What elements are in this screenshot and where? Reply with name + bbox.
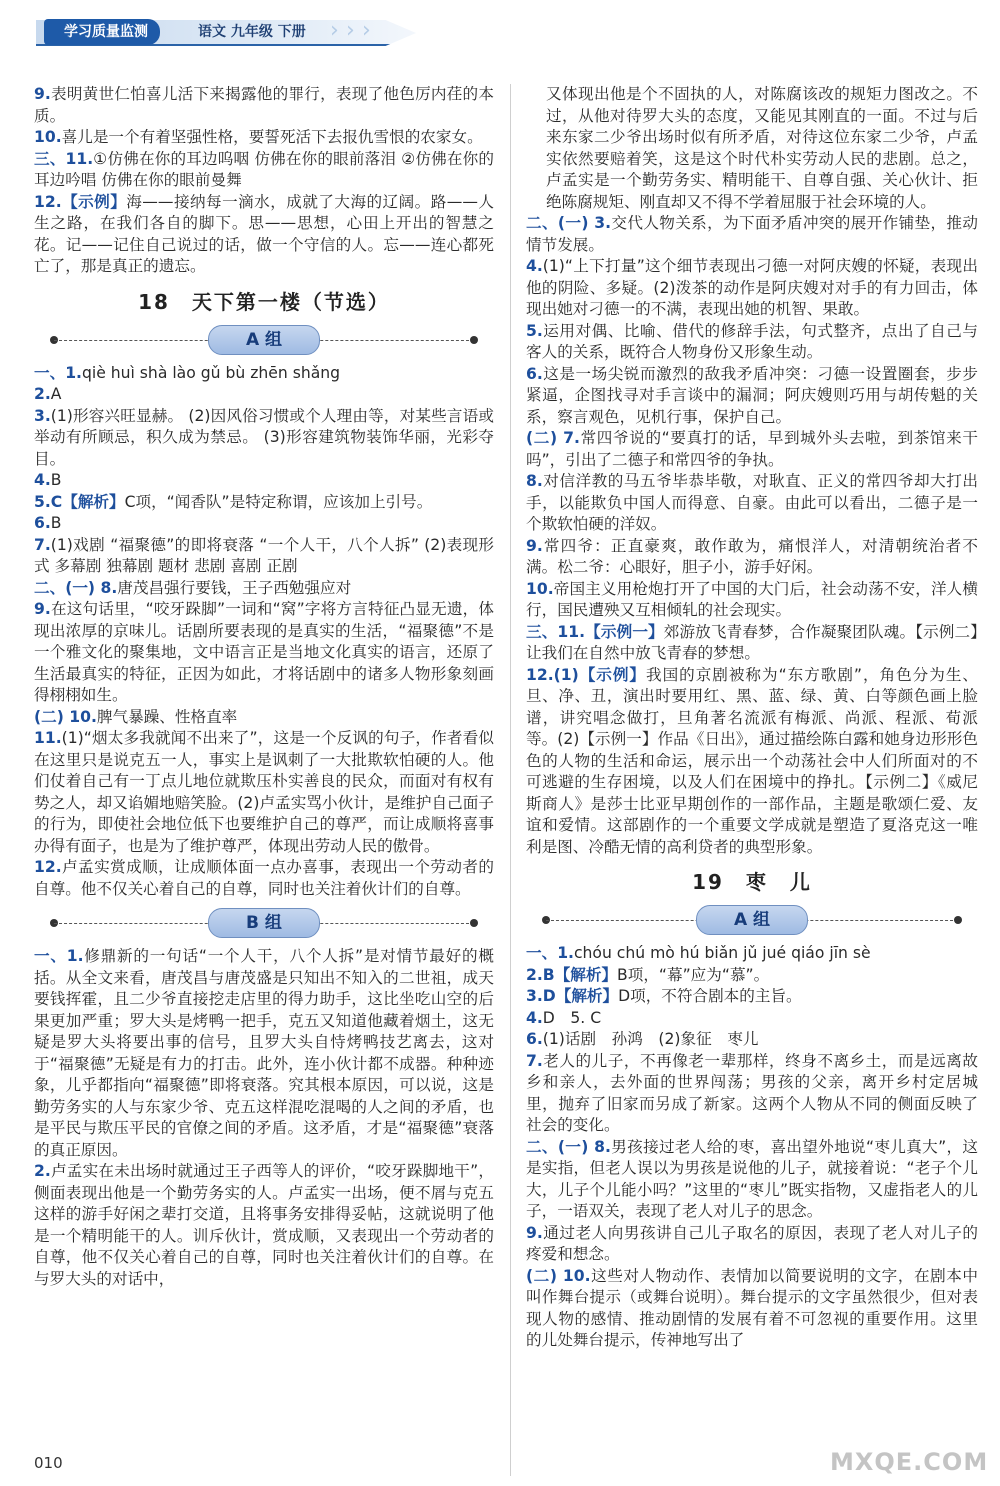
answer-number: 7.	[526, 1051, 543, 1070]
answer-text: 脾气暴躁、性格直率	[96, 707, 238, 726]
answer-number: 11.	[34, 729, 62, 747]
answer-number: 3.	[34, 406, 51, 425]
answer-text: (1)“烟太多我就闻不出来了”，这是一个反讽的句子，作者看似在这里只是说克五一人，事实上是讽刺了一大批欺软怕硬的人。他们仗着自己有一丁点儿地位就欺压朴实善良的民众，而面对有权有势之人，却又谄媚地赔笑脸。(2)卢孟实骂小伙计，是维护自己面子的行为，即使社会地位低下也要维护自己的尊严，而让成顺将喜事办得有面子，也是为了维护尊严，体现出劳动人民的傲骨。	[34, 729, 494, 855]
answer-item	[526, 364, 978, 429]
answer-text: 这是一场尖锐而激烈的敌我矛盾冲突：刁德一设置圈套，步步紧逼，企图找寻对手言谈中的漏洞；阿庆嫂则巧用与胡传魁的关系，察言观色，见机行事，保护自己。	[526, 364, 978, 426]
answer-text: 男孩接过老人给的枣，喜出望外地说“枣儿真大”，这是实指，但老人误以为男孩是说他的儿子，就接着说：“老子个儿大，儿子个儿能小吗？”这里的“枣儿”既实指物，又虚指老人的儿子，一语双关，表现了老人对儿子的思念。	[526, 1137, 978, 1220]
answer-number: 4.	[34, 471, 51, 489]
answer-item	[34, 707, 494, 729]
answer-item	[34, 599, 494, 707]
right-column	[526, 84, 978, 1352]
answer-text: chóu chú mò hú biǎn jǔ jué qiáo jīn sè	[573, 944, 871, 962]
answer-number: 三、11.	[34, 149, 94, 168]
answer-text: 交代人物关系，为下面矛盾冲突的展开作铺垫，推动情节发展。	[526, 214, 978, 254]
group-heading	[34, 319, 494, 359]
answer-text: 在这句话里，“咬牙跺脚”一词和“窝”字将方言特征凸显无遗，体现出浓厚的京味儿。话剧所要表现的是真实的生活，“福聚德”不是一个雅文化的聚集地，文中语言正是当地文化真实的语言，还原了生活最真实的特征，正因为如此，才将话剧中的诸多人物形象刻画得栩栩如生。	[34, 600, 494, 704]
answer-item	[526, 665, 978, 859]
answer-tag: 【示例】	[61, 192, 127, 211]
answer-number: 3.	[526, 987, 543, 1005]
answer-number: 5.	[526, 321, 543, 340]
answer-number: 2.	[526, 965, 543, 984]
lesson-title: 18 天下第一楼（节选）	[138, 289, 390, 314]
answer-number: 12.	[34, 858, 62, 876]
group-heading	[34, 902, 494, 942]
answer-tag: B【解析】	[542, 965, 618, 984]
answer-text: 这些对人物动作、表情加以简要说明的文字，在剧本中叫作舞台提示（或舞台说明）。舞台提示的文字虽然很少，但对表现人物的感情、推动剧情的发展有着不可忽视的重要作用。这里的儿处舞台提示，传神地写出了	[526, 1266, 978, 1349]
bullet-dot	[470, 336, 478, 344]
column-divider	[510, 84, 511, 1476]
answer-tag: 【示例一】	[585, 622, 664, 641]
answer-list-a	[34, 363, 494, 901]
answer-number: 6.	[34, 514, 51, 532]
answer-text: D项，不符合剧本的主旨。	[618, 987, 802, 1005]
answer-item	[526, 986, 978, 1008]
answer-text: 我国的京剧被称为“东方歌剧”，角色分为生、旦、净、丑，演出时要用红、黑、蓝、绿、黄、白等颜色画上脸谱，讲究唱念做打，旦角著名流派有梅派、尚派、程派、荀派等。(2)【示例一】作品《日出》，通过描绘陈白露和她身边形形色色的人物的生活和命运，展示出一个动荡社会中人们所面对的不可逃避的生存困境，以及人们在困境中的挣扎。【示例二】《威尼斯商人》是莎士比亚早期创作的一部作品，主题是歌颂仁爱、友谊和爱情。这部剧作的一个重要文学成就是塑造了夏洛克这一唯利是图、冷酷无情的高利贷者的典型形象。	[526, 665, 978, 856]
answer-item	[526, 471, 978, 536]
answer-text: 卢孟实赏成顺，让成顺体面一点办喜事，表现出一个劳动者的自尊。他不仅关心着自己的自尊，同时也关注着伙计们的自尊。	[34, 858, 494, 898]
answer-number: 二、(一) 8.	[526, 1137, 611, 1156]
answer-item	[526, 1223, 978, 1266]
bullet-dot	[470, 919, 478, 927]
answer-text: C项，“闻香队”是特定称谓，应该加上引号。	[124, 492, 433, 511]
page-header	[0, 0, 1000, 48]
answer-number: 5.	[34, 492, 51, 511]
answer-number: 二、(一) 3.	[526, 214, 612, 232]
answer-item	[34, 384, 494, 406]
answer-number: 一、1.	[34, 363, 82, 382]
answer-number: 三、11.	[526, 622, 586, 641]
lesson-title: 19 枣 儿	[692, 870, 812, 894]
answer-item	[34, 857, 494, 900]
answer-item	[526, 213, 978, 256]
answer-list-top	[526, 84, 978, 858]
answer-item	[526, 1137, 978, 1223]
answer-text: A	[50, 385, 62, 403]
group-label: A 组	[208, 325, 320, 355]
answer-item	[34, 728, 494, 857]
answer-number: (二) 7.	[526, 429, 580, 447]
answer-number: 6.	[526, 364, 543, 383]
chevron-right-icon: ›	[346, 18, 355, 43]
watermark: MXQE.COM	[830, 1448, 989, 1476]
answer-item	[34, 513, 494, 535]
answer-item	[526, 428, 978, 471]
series-badge: 学习质量监测	[44, 19, 160, 45]
answer-number: 9.	[34, 85, 51, 103]
answer-item	[526, 84, 978, 213]
answer-item	[526, 536, 978, 579]
answer-item	[526, 1051, 978, 1137]
answer-item	[526, 579, 978, 622]
chevron-right-icon: ›	[330, 18, 339, 43]
answer-text: 唐茂昌强行要钱，王子西勉强应对	[117, 578, 352, 597]
answer-item	[34, 492, 494, 514]
answer-tag: D【解析】	[542, 987, 619, 1005]
group-label: B 组	[208, 908, 320, 938]
answer-text: 运用对偶、比喻、借代的修辞手法，句式整齐，点出了自己与客人的关系，既符合人物身份又形象生动。	[526, 321, 978, 361]
answer-number: 10.	[34, 128, 62, 146]
answer-number: 10.	[526, 579, 554, 598]
answer-number: 2.	[34, 385, 51, 403]
answer-text: 海——接纳每一滴水，成就了大海的辽阔。路——人生之路，在我们各自的脚下。思——思想，心田上开出的智慧之花。记——记住自己说过的话，做一个守信的人。忘——连心都死亡了，那是真正的遗忘。	[34, 192, 494, 275]
answer-text: B	[50, 514, 62, 532]
group-heading	[526, 899, 978, 939]
answer-item	[34, 127, 494, 149]
answer-list-a	[526, 943, 978, 1352]
answer-text: B项，“幕”应为“慕”。	[617, 965, 770, 984]
answer-item	[34, 946, 494, 1161]
answer-item	[34, 470, 494, 492]
answer-item	[526, 943, 978, 965]
bullet-dot	[954, 916, 962, 924]
answer-number: 4.	[526, 1008, 543, 1027]
answer-text: 表明黄世仁怕喜儿活下来揭露他的罪行，表现了他色厉内荏的本质。	[34, 85, 494, 125]
answer-item	[34, 84, 494, 127]
answer-number: 8.	[526, 472, 543, 490]
answer-text: 对信洋教的马五爷毕恭毕敬，对耿直、正义的常四爷却大打出手，以能欺负中国人而得意、自豪。由此可以看出，二德子是一个欺软怕硬的洋奴。	[526, 472, 978, 533]
group-label: A 组	[696, 905, 808, 935]
answer-list-b	[34, 946, 494, 1290]
answer-text: (1)话剧 孙鸿 (2)象征 枣儿	[542, 1030, 759, 1048]
answer-text: 通过老人向男孩讲自己儿子取名的原因，表现了老人对儿子的疼爱和想念。	[526, 1223, 978, 1263]
answer-text: (1)形容兴旺显赫。 (2)因风俗习惯或个人理由等，对某些言语或举动有所顾忌，积久成为禁忌。 (3)形容建筑物装饰华丽，光彩夺目。	[34, 406, 494, 468]
answer-text: (1)“上下打量”这个细节表现出刁德一对阿庆嫂的怀疑，表现出他的阴险、多疑。(2)泼茶的动作是阿庆嫂对对手的有力回击，体现出她对刁德一的不满，表现出她的机智、果敢。	[526, 257, 978, 318]
answer-item	[34, 535, 494, 578]
answer-number: 9.	[526, 1223, 543, 1242]
answer-item	[34, 363, 494, 385]
chevron-right-icon: ›	[362, 18, 371, 43]
answer-tag: (1)【示例】	[553, 665, 646, 684]
answer-text: D 5. C	[542, 1008, 602, 1027]
answer-number: 6.	[526, 1030, 543, 1048]
answer-number: 二、(一) 8.	[34, 578, 118, 597]
answer-item	[526, 1029, 978, 1051]
answer-item	[34, 192, 494, 278]
answer-item	[526, 321, 978, 364]
answer-number: 12.	[34, 192, 62, 211]
answer-number: 2.	[34, 1162, 51, 1180]
answer-item	[34, 149, 494, 192]
subject-label: 语文 九年级 下册	[198, 24, 306, 40]
answer-list-top	[34, 84, 494, 278]
answer-number: 一、1.	[526, 944, 574, 962]
answer-number: 7.	[34, 535, 51, 554]
answer-text: (1)戏剧 “福聚德”的即将衰落 “一个人干，八个人拆” (2)表现形式 多幕剧 独幕剧 题材 悲剧 喜剧 正剧	[34, 535, 494, 575]
answer-item	[526, 1266, 978, 1352]
answer-text: B	[50, 471, 62, 489]
answer-item	[526, 256, 978, 321]
answer-item	[34, 406, 494, 471]
answer-number: 12.	[526, 665, 554, 684]
answer-text: 帝国主义用枪炮打开了中国的大门后，社会动荡不安，洋人横行，国民遭殃又互相倾轧的社会现实。	[526, 579, 978, 619]
answer-text: 又体现出他是个不固执的人，对陈腐该改的规矩力图改之。不过，从他对待罗大头的态度，又能见其刚直的一面。不过与后来东家二少爷出场时似有所矛盾，对待这位东家二少爷，卢孟实依然要赔着笑，这是这个时代朴实劳动人民的悲剧。总之，卢孟实是一个勤劳务实、精明能干、自尊自强、关心伙计、拒绝陈腐规矩、刚直却又不得不学着屈服于社会环境的人。	[546, 85, 978, 211]
answer-text: 常四爷说的“要真打的话，早到城外头去啦，到茶馆来干吗”，引出了二德子和常四爷的争执。	[526, 429, 978, 469]
answer-item	[526, 1008, 978, 1030]
answer-tag: C【解析】	[50, 492, 125, 511]
answer-number: 4.	[526, 257, 543, 275]
answer-number: 9.	[526, 536, 543, 555]
answer-text: 郊游放飞青春梦，合作凝聚团队魂。【示例二】让我们在自然中放飞青春的梦想。	[526, 622, 978, 662]
answer-item	[34, 578, 494, 600]
answer-text: ①仿佛在你的耳边呜咽 仿佛在你的眼前落泪 ②仿佛在你的耳边吟唱 仿佛在你的眼前曼舞	[34, 149, 495, 189]
answer-number: 一、1.	[34, 947, 84, 965]
answer-item	[526, 965, 978, 987]
answer-number: (二) 10.	[526, 1266, 591, 1285]
answer-item	[526, 622, 978, 665]
answer-text: 喜儿是一个有着坚强性格，要誓死活下去报仇雪恨的农家女。	[61, 128, 483, 146]
answer-item	[34, 1161, 494, 1290]
answer-text: 修鼎新的一句话“一个人干，八个人拆”是对情节最好的概括。从全文来看，唐茂昌与唐茂盛是只知出不知入的二世祖，成天要钱挥霍，且二少爷直接挖走店里的得力助手，这比坐吃山空的后果更加严重；罗大头是烤鸭一把手，克五又知道他藏着烟土，这无疑是罗大头将要出事的信号，且罗大头自恃烤鸭技艺离去，这对于“福聚德”无疑是有力的打击。此外，连小伙计都不成器。种种迹象，儿乎都指向“福聚德”即将衰落。究其根本原因，可以说，这是勤劳务实的人与东家少爷、克五这样混吃混喝的人之间的矛盾，也是平民与欺压平民的官僚之间的矛盾。这矛盾，才是“福聚德”衰落的真正原因。	[34, 947, 494, 1159]
answer-text: 常四爷：正直豪爽，敢作敢为，痛恨洋人，对清朝统治者不满。松二爷：心眼好，胆子小，游手好闲。	[526, 536, 978, 576]
answer-text: 老人的儿子，不再像老一辈那样，终身不离乡土，而是远离故乡和亲人，去外面的世界闯荡；男孩的父亲，离开乡村定居城里，抛弃了旧家而另成了新家。这两个人物从不同的侧面反映了社会的变化。	[526, 1051, 978, 1134]
left-column	[34, 84, 494, 1290]
answer-text: qiè huì shà lào gǔ bù zhēn shǎng	[81, 363, 341, 382]
page-number: 010	[34, 1454, 63, 1472]
answer-number: (二) 10.	[34, 707, 97, 726]
answer-number: 9.	[34, 600, 51, 618]
answer-text: 卢孟实在未出场时就通过王子西等人的评价，“咬牙跺脚地干”，侧面表现出他是一个勤劳务实的人。卢孟实一出场，便不屑与克五这样的游手好闲之辈打交道，且将事务安排得妥帖，这就说明了他是一个精明能干的人。训斥伙计，赏成顺，又表现出一个劳动者的自尊，他不仅关心着自己的自尊，同时也关注着伙计们的自尊。在与罗大头的对话中，	[34, 1162, 494, 1288]
